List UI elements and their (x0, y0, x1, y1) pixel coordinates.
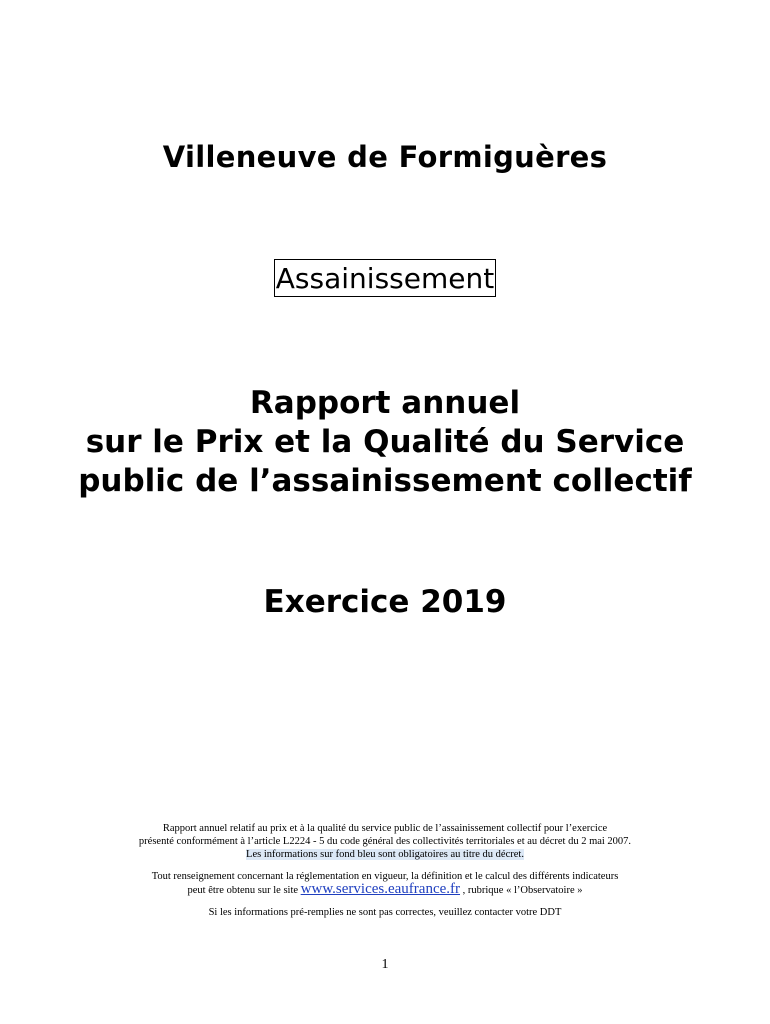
report-title-line: sur le Prix et la Qualité du Service (85, 424, 685, 460)
service-label-box: Assainissement (274, 259, 496, 297)
service-box-wrapper (0, 259, 770, 297)
note-line-with-link (0, 883, 770, 897)
report-title-line: public de l’assainissement collectif (78, 463, 692, 499)
exercise-year: Exercice 2019 (263, 584, 507, 620)
report-title-line: Rapport annuel (249, 385, 521, 421)
report-title (0, 384, 770, 501)
highlighted-text: Les informations sur fond bleu sont obligatoires au titre du décret. (246, 849, 524, 860)
note-text: , rubrique « l’Observatoire » (462, 885, 583, 896)
services-eaufrance-link[interactable]: www.services.eaufrance.fr (300, 881, 461, 897)
notes-block (0, 822, 770, 919)
note-line-highlighted (0, 848, 770, 861)
commune-title: Villeneuve de Formiguères (162, 140, 608, 174)
note-line: présenté conformément à l’article L2224 - 5 du code général des collectivités territoriales et au décret du 2 mai 2007. (138, 836, 632, 847)
note-text: peut être obtenu sur le site (187, 885, 299, 896)
page-number: 1 (381, 957, 389, 972)
note-line: Rapport annuel relatif au prix et à la qualité du service public de l’assainissement collectif pour l’exercice (162, 823, 608, 834)
note-line: Si les informations pré-remplies ne sont pas correctes, veuillez contacter votre DDT (208, 907, 562, 918)
note-line: Tout renseignement concernant la réglementation en vigueur, la définition et le calcul des différents indicateurs (151, 871, 619, 882)
